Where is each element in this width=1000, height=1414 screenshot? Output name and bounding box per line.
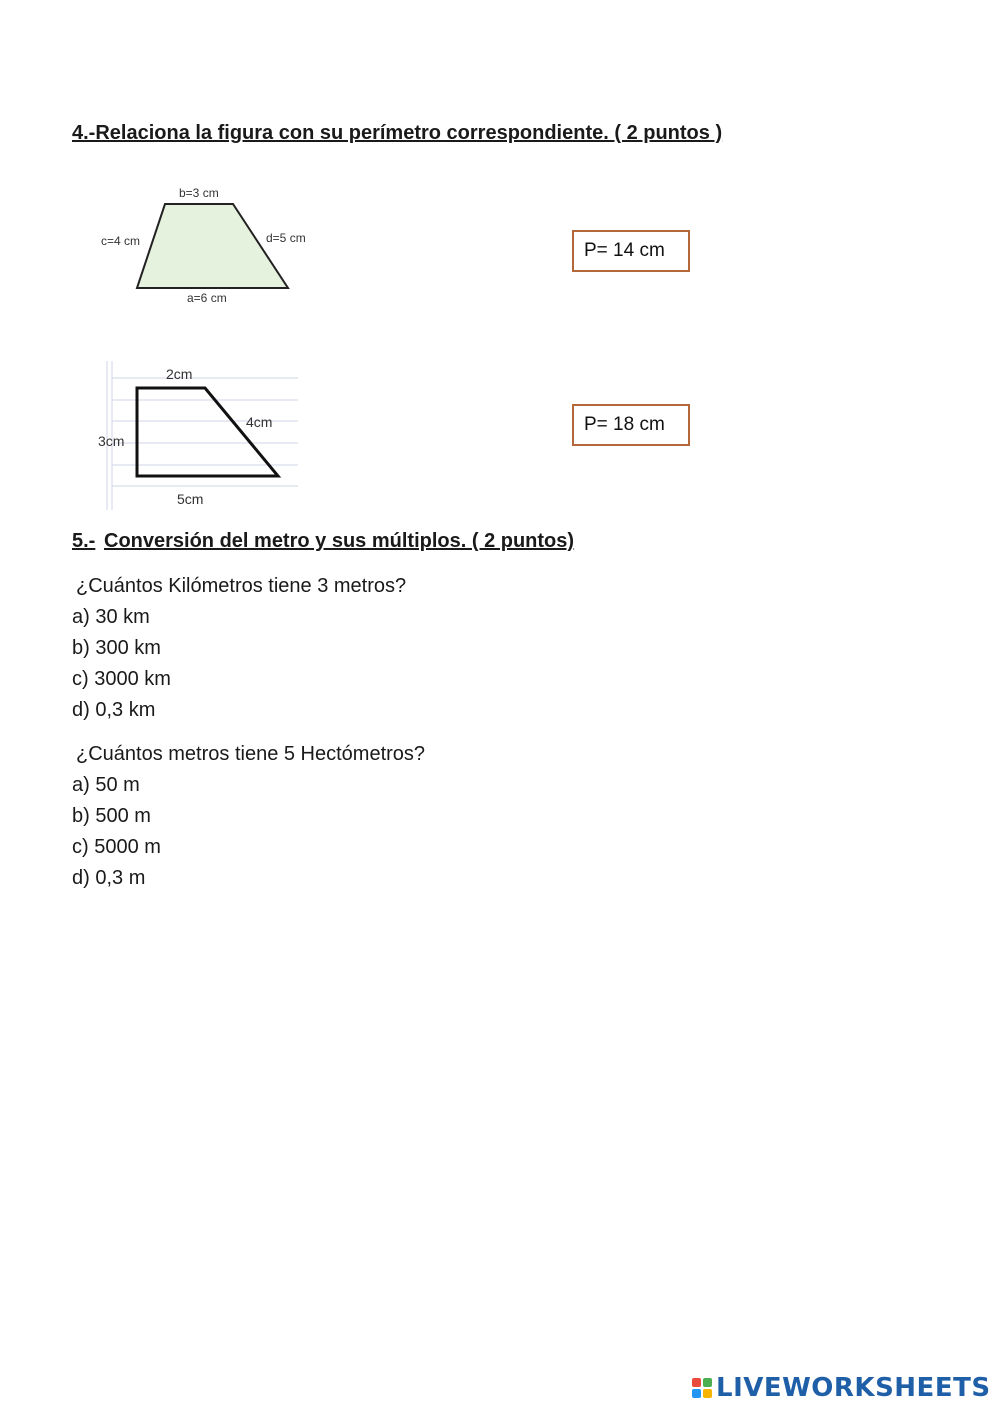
section-4-heading: 4.-Relaciona la figura con su perímetro correspondiente. ( 2 puntos ) bbox=[72, 122, 723, 144]
section-5-number: 5.- bbox=[72, 530, 96, 552]
q2-option-d[interactable]: d) 0,3 m bbox=[72, 867, 146, 889]
q2-option-b[interactable]: b) 500 m bbox=[72, 805, 151, 827]
q1-option-d[interactable]: d) 0,3 km bbox=[72, 699, 156, 721]
section-5-heading: Conversión del metro y sus múltiplos. ( 2 puntos) bbox=[104, 530, 575, 552]
right-trapezoid-bottom-label: 5cm bbox=[177, 491, 204, 507]
right-trapezoid-figure bbox=[95, 358, 305, 514]
trapezoid-shape bbox=[137, 204, 288, 288]
question-2: ¿Cuántos metros tiene 5 Hectómetros? bbox=[76, 743, 426, 765]
logo-grid-icon bbox=[692, 1378, 712, 1398]
logo-square-red bbox=[692, 1378, 701, 1387]
logo-square-blue bbox=[692, 1389, 701, 1398]
question-1: ¿Cuántos Kilómetros tiene 3 metros? bbox=[76, 575, 407, 597]
q2-option-a[interactable]: a) 50 m bbox=[72, 774, 140, 796]
trapezoid-left-label: c=4 cm bbox=[101, 234, 141, 248]
q2-option-c[interactable]: c) 5000 m bbox=[72, 836, 161, 858]
trapezoid-figure bbox=[95, 182, 330, 307]
right-trapezoid-top-label: 2cm bbox=[166, 366, 193, 382]
logo-text: LIVEWORKSHEETS bbox=[716, 1373, 991, 1403]
trapezoid-right-label: d=5 cm bbox=[266, 231, 306, 245]
right-trapezoid-left-label: 3cm bbox=[98, 433, 125, 449]
perimeter-answer-box-1[interactable]: P= 14 cm bbox=[572, 230, 690, 272]
right-trapezoid-diagonal-label: 4cm bbox=[246, 414, 273, 430]
q1-option-a[interactable]: a) 30 km bbox=[72, 606, 150, 628]
q1-option-b[interactable]: b) 300 km bbox=[72, 637, 161, 659]
trapezoid-bottom-label: a=6 cm bbox=[187, 291, 227, 305]
right-trapezoid-shape bbox=[137, 388, 278, 476]
liveworksheets-logo bbox=[692, 1373, 991, 1403]
perimeter-answer-box-2[interactable]: P= 18 cm bbox=[572, 404, 690, 446]
logo-square-yellow bbox=[703, 1389, 712, 1398]
trapezoid-top-label: b=3 cm bbox=[179, 186, 219, 200]
q1-option-c[interactable]: c) 3000 km bbox=[72, 668, 171, 690]
logo-square-green bbox=[703, 1378, 712, 1387]
